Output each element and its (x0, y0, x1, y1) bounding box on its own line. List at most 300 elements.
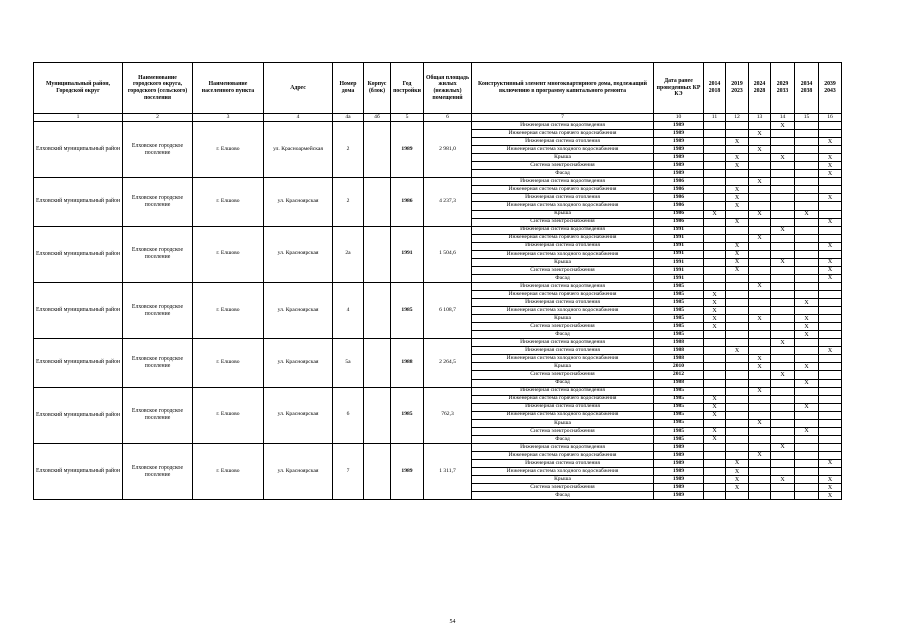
period-cell (704, 299, 726, 307)
period-cell (726, 162, 749, 170)
repair-date-cell: 1989 (654, 468, 704, 476)
period-cell (819, 468, 842, 476)
district-cell: Елховский муниципальный район (34, 178, 123, 226)
element-name-cell: Инженерная система горячего водоснабжения (472, 234, 654, 242)
area-cell: 2 981,0 (424, 122, 472, 178)
element-name-cell: Инженерная система водоотведения (472, 387, 654, 395)
element-name-cell: Инженерная система холодного водоснабжения (472, 411, 654, 419)
period-cell (704, 339, 726, 347)
element-name-cell: Система электроснабжения (472, 266, 654, 274)
period-cell (704, 170, 726, 178)
table-row (34, 122, 842, 130)
house-number-cell: 2 (333, 178, 364, 226)
period-mark: X (827, 476, 833, 483)
period-mark: X (734, 202, 740, 209)
period-cell (749, 258, 771, 266)
house-number-cell: 2а (333, 226, 364, 282)
element-name-cell: Инженерная система горячего водоснабжения (472, 186, 654, 194)
period-cell (771, 403, 795, 411)
period-cell (749, 355, 771, 363)
period-cell (704, 476, 726, 484)
period-cell (771, 162, 795, 170)
header-cell: 2024 2028 (749, 63, 771, 114)
build-year-cell: 1991 (391, 226, 424, 282)
period-cell (819, 476, 842, 484)
period-cell (819, 435, 842, 443)
header-cell: Наименование городского округа, городского (сельского) поселения (123, 63, 193, 114)
repair-date-cell: 1985 (654, 282, 704, 290)
locality-cell: г. Елшово (193, 226, 264, 282)
period-cell (749, 266, 771, 274)
repair-date-cell: 1991 (654, 226, 704, 234)
repair-date-cell: 1986 (654, 210, 704, 218)
repair-date-cell: 1986 (654, 178, 704, 186)
period-mark: X (757, 315, 762, 322)
period-cell (771, 258, 795, 266)
header-cell: Номер дома (333, 63, 364, 114)
period-cell (726, 435, 749, 443)
locality-cell: г. Елшово (193, 387, 264, 443)
period-cell (819, 218, 842, 226)
period-mark: X (734, 138, 740, 145)
period-cell (795, 484, 819, 492)
repair-date-cell: 1985 (654, 315, 704, 323)
period-mark: X (712, 404, 717, 411)
element-name-cell: Фасад (472, 435, 654, 443)
period-cell (749, 459, 771, 467)
period-cell (819, 323, 842, 331)
period-cell (704, 315, 726, 323)
locality-cell: г. Елшово (193, 443, 264, 499)
period-cell (819, 146, 842, 154)
repair-date-cell: 1988 (654, 355, 704, 363)
block-cell (364, 387, 391, 443)
period-cell (704, 290, 726, 298)
period-cell (819, 299, 842, 307)
period-mark: X (757, 235, 762, 242)
period-mark: X (757, 130, 762, 137)
house-number-cell: 2 (333, 122, 364, 178)
period-cell (749, 443, 771, 451)
period-cell (726, 395, 749, 403)
period-mark: X (712, 436, 717, 443)
period-cell (819, 427, 842, 435)
repair-date-cell: 1985 (654, 323, 704, 331)
period-cell (771, 146, 795, 154)
house-number-cell: 7 (333, 443, 364, 499)
column-number: 2 (123, 114, 193, 122)
period-cell (771, 186, 795, 194)
period-mark: X (827, 138, 833, 145)
period-mark: X (712, 428, 717, 435)
period-cell (819, 403, 842, 411)
element-name-cell: Фасад (472, 379, 654, 387)
district-cell: Елховский муниципальный район (34, 387, 123, 443)
page-number: 54 (449, 619, 456, 625)
period-cell (704, 242, 726, 250)
period-cell (749, 130, 771, 138)
period-cell (819, 202, 842, 210)
period-cell (704, 459, 726, 467)
repair-date-cell: 1989 (654, 443, 704, 451)
period-cell (704, 218, 726, 226)
element-name-cell: Инженерная система отопления (472, 242, 654, 250)
element-name-cell: Система электроснабжения (472, 484, 654, 492)
period-mark: X (712, 396, 717, 403)
element-name-cell: Инженерная система холодного водоснабжения (472, 355, 654, 363)
settlement-cell: Елховское городское поселение (123, 387, 193, 443)
column-number: 16 (819, 114, 842, 122)
period-cell (704, 146, 726, 154)
period-cell (726, 468, 749, 476)
repair-date-cell: 1989 (654, 154, 704, 162)
repair-date-cell: 1985 (654, 387, 704, 395)
element-name-cell: Инженерная система холодного водоснабжения (472, 468, 654, 476)
period-mark: X (780, 227, 785, 234)
repair-date-cell: 1991 (654, 250, 704, 258)
period-cell (749, 178, 771, 186)
period-cell (726, 218, 749, 226)
street-cell: ул. Красноярская (264, 443, 333, 499)
period-cell (726, 290, 749, 298)
repair-date-cell: 1991 (654, 242, 704, 250)
column-number: 12 (726, 114, 749, 122)
period-cell (795, 138, 819, 146)
period-cell (795, 146, 819, 154)
period-cell (704, 154, 726, 162)
period-cell (749, 331, 771, 339)
period-mark: X (757, 363, 762, 370)
repair-date-cell: 1989 (654, 451, 704, 459)
build-year-cell: 1988 (391, 339, 424, 387)
block-cell (364, 226, 391, 282)
period-cell (726, 186, 749, 194)
repair-date-cell: 1989 (654, 476, 704, 484)
period-mark: X (712, 291, 717, 298)
header-row (34, 63, 842, 114)
period-mark: X (757, 283, 762, 290)
period-cell (771, 170, 795, 178)
period-cell (771, 459, 795, 467)
repair-date-cell: 1989 (654, 492, 704, 500)
period-cell (726, 226, 749, 234)
period-cell (726, 339, 749, 347)
period-cell (795, 323, 819, 331)
period-mark: X (734, 243, 740, 250)
period-cell (749, 146, 771, 154)
period-mark: X (780, 122, 785, 129)
period-cell (771, 250, 795, 258)
period-cell (749, 371, 771, 379)
build-year-cell: 1986 (391, 178, 424, 226)
header-cell: 2039 2043 (819, 63, 842, 114)
table-row (34, 282, 842, 290)
element-name-cell: Крыша (472, 210, 654, 218)
street-cell: ул. Красноярская (264, 226, 333, 282)
period-cell (704, 202, 726, 210)
period-cell (749, 363, 771, 371)
period-cell (771, 122, 795, 130)
period-cell (704, 468, 726, 476)
period-mark: X (734, 219, 740, 226)
period-cell (749, 468, 771, 476)
period-cell (819, 266, 842, 274)
period-cell (704, 419, 726, 427)
period-cell (726, 202, 749, 210)
period-cell (819, 274, 842, 282)
period-cell (771, 210, 795, 218)
period-cell (795, 274, 819, 282)
period-cell (749, 210, 771, 218)
period-cell (795, 130, 819, 138)
period-mark: X (780, 444, 785, 451)
period-mark: X (712, 299, 717, 306)
period-cell (771, 387, 795, 395)
repair-date-cell: 1991 (654, 258, 704, 266)
period-mark: X (804, 299, 809, 306)
period-cell (726, 242, 749, 250)
period-mark: X (827, 492, 833, 499)
period-cell (704, 234, 726, 242)
period-cell (749, 403, 771, 411)
element-name-cell: Система электроснабжения (472, 323, 654, 331)
element-name-cell: Фасад (472, 331, 654, 339)
element-name-cell: Фасад (472, 492, 654, 500)
element-name-cell: Система электроснабжения (472, 427, 654, 435)
street-cell: ул. Красноярская (264, 282, 333, 338)
period-cell (819, 363, 842, 371)
header-cell: 2014 2018 (704, 63, 726, 114)
period-mark: X (827, 460, 833, 467)
element-name-cell: Инженерная система водоотведения (472, 122, 654, 130)
period-cell (795, 162, 819, 170)
period-mark: X (804, 404, 809, 411)
repair-date-cell: 1991 (654, 274, 704, 282)
period-cell (771, 339, 795, 347)
period-cell (726, 323, 749, 331)
repair-date-cell: 1985 (654, 331, 704, 339)
period-mark: X (734, 186, 740, 193)
period-cell (704, 355, 726, 363)
period-mark: X (734, 468, 740, 475)
period-cell (819, 379, 842, 387)
period-cell (819, 371, 842, 379)
period-cell (771, 411, 795, 419)
period-cell (771, 435, 795, 443)
element-name-cell: Инженерная система отопления (472, 138, 654, 146)
element-name-cell: Крыша (472, 154, 654, 162)
column-number: 6 (424, 114, 472, 122)
period-cell (749, 379, 771, 387)
period-mark: X (827, 484, 833, 491)
period-cell (726, 411, 749, 419)
header-cell: Конструктивный элемент многоквартирного дома, подлежащий включению в программу капитального ремонта (472, 63, 654, 114)
period-cell (726, 210, 749, 218)
street-cell: ул. Красноярская (264, 339, 333, 387)
column-number: 3 (193, 114, 264, 122)
period-cell (704, 484, 726, 492)
period-cell (749, 484, 771, 492)
period-cell (726, 274, 749, 282)
period-cell (704, 387, 726, 395)
table-row (34, 443, 842, 451)
period-cell (795, 331, 819, 339)
period-cell (819, 484, 842, 492)
period-cell (795, 290, 819, 298)
period-cell (726, 154, 749, 162)
element-name-cell: Инженерная система отопления (472, 194, 654, 202)
period-cell (795, 194, 819, 202)
period-cell (726, 234, 749, 242)
period-mark: X (804, 380, 809, 387)
period-cell (749, 299, 771, 307)
period-cell (704, 427, 726, 435)
period-mark: X (734, 476, 740, 483)
street-cell: ул. Красноармейская (264, 122, 333, 178)
element-name-cell: Система электроснабжения (472, 162, 654, 170)
period-cell (771, 226, 795, 234)
period-cell (795, 282, 819, 290)
period-mark: X (827, 219, 833, 226)
repair-date-cell: 1991 (654, 266, 704, 274)
period-cell (771, 379, 795, 387)
area-cell: 1 311,7 (424, 443, 472, 499)
period-cell (771, 218, 795, 226)
period-mark: X (734, 154, 740, 161)
period-cell (795, 210, 819, 218)
period-cell (704, 194, 726, 202)
period-cell (771, 299, 795, 307)
period-cell (726, 387, 749, 395)
header-cell: Год постройки (391, 63, 424, 114)
period-cell (771, 484, 795, 492)
period-cell (771, 363, 795, 371)
repair-date-cell: 1985 (654, 307, 704, 315)
period-cell (771, 492, 795, 500)
repair-date-cell: 1985 (654, 411, 704, 419)
element-name-cell: Система электроснабжения (472, 371, 654, 379)
period-cell (795, 250, 819, 258)
period-cell (819, 331, 842, 339)
period-cell (795, 122, 819, 130)
element-name-cell: Крыша (472, 476, 654, 484)
period-cell (771, 138, 795, 146)
period-mark: X (827, 275, 833, 282)
period-cell (749, 234, 771, 242)
element-name-cell: Инженерная система отопления (472, 403, 654, 411)
repair-date-cell: 1985 (654, 419, 704, 427)
period-cell (771, 202, 795, 210)
period-cell (749, 315, 771, 323)
repair-date-cell: 1989 (654, 484, 704, 492)
district-cell: Елховский муниципальный район (34, 443, 123, 499)
period-mark: X (734, 484, 740, 491)
period-cell (749, 138, 771, 146)
period-cell (749, 282, 771, 290)
build-year-cell: 1989 (391, 443, 424, 499)
settlement-cell: Елховское городское поселение (123, 339, 193, 387)
table-row (34, 226, 842, 234)
period-mark: X (827, 170, 833, 177)
period-cell (795, 218, 819, 226)
period-mark: X (734, 194, 740, 201)
column-number: 4а (333, 114, 364, 122)
period-cell (771, 419, 795, 427)
period-cell (819, 234, 842, 242)
element-name-cell: Крыша (472, 258, 654, 266)
period-mark: X (804, 211, 809, 218)
period-cell (819, 170, 842, 178)
period-cell (771, 307, 795, 315)
period-cell (704, 323, 726, 331)
period-cell (771, 194, 795, 202)
period-cell (819, 387, 842, 395)
period-cell (726, 371, 749, 379)
district-cell: Елховский муниципальный район (34, 339, 123, 387)
repair-date-cell: 1985 (654, 395, 704, 403)
period-mark: X (712, 323, 717, 330)
table-row (34, 387, 842, 395)
house-number-cell: 5а (333, 339, 364, 387)
district-cell: Елховский муниципальный район (34, 226, 123, 282)
period-cell (771, 282, 795, 290)
period-cell (771, 315, 795, 323)
period-cell (749, 290, 771, 298)
repair-date-cell: 1985 (654, 290, 704, 298)
period-cell (704, 331, 726, 339)
period-cell (704, 395, 726, 403)
repair-date-cell: 1989 (654, 146, 704, 154)
header-cell: Корпус (блок) (364, 63, 391, 114)
period-cell (704, 178, 726, 186)
period-cell (819, 178, 842, 186)
period-mark: X (734, 259, 740, 266)
period-cell (819, 307, 842, 315)
period-cell (795, 492, 819, 500)
period-cell (819, 492, 842, 500)
period-mark: X (780, 371, 785, 378)
repair-date-cell: 1989 (654, 170, 704, 178)
repair-date-cell: 1989 (654, 459, 704, 467)
period-mark: X (804, 315, 809, 322)
period-cell (749, 170, 771, 178)
period-cell (795, 202, 819, 210)
period-cell (795, 419, 819, 427)
period-mark: X (827, 162, 833, 169)
period-cell (819, 395, 842, 403)
period-cell (704, 403, 726, 411)
period-cell (749, 427, 771, 435)
period-cell (726, 307, 749, 315)
period-cell (819, 290, 842, 298)
header-cell: Дата ранее проведенных КР КЭ (654, 63, 704, 114)
period-cell (726, 403, 749, 411)
repair-date-cell: 1985 (654, 427, 704, 435)
period-cell (749, 492, 771, 500)
period-cell (795, 451, 819, 459)
period-cell (726, 258, 749, 266)
period-cell (819, 347, 842, 355)
element-name-cell: Инженерная система холодного водоснабжения (472, 146, 654, 154)
period-cell (795, 154, 819, 162)
period-cell (726, 266, 749, 274)
period-cell (749, 218, 771, 226)
period-cell (704, 186, 726, 194)
period-cell (795, 427, 819, 435)
period-cell (819, 210, 842, 218)
period-cell (771, 468, 795, 476)
period-cell (795, 347, 819, 355)
